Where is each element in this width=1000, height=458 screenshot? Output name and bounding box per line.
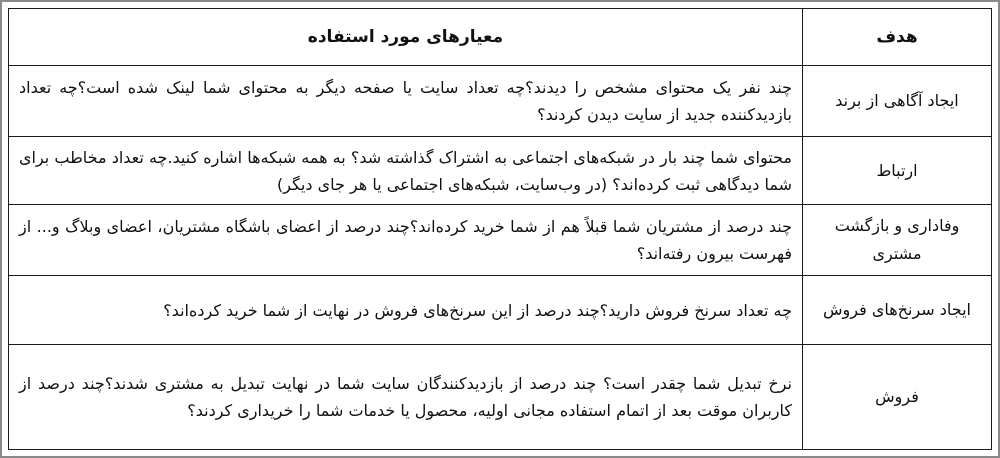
header-criteria: معیارهای مورد استفاده <box>9 9 803 66</box>
criteria-cell: محتوای شما چند بار در شبکه‌های اجتماعی به اشتراک گذاشته شد؟ به همه شبکه‌ها اشاره کنید.چه تعداد مخاطب برای شما دیدگاهی ثبت کرده‌اند؟ (در وب‌سایت، شبکه‌های اجتماعی یا هر جای دیگر) <box>9 136 803 205</box>
header-goal: هدف <box>803 9 992 66</box>
table-row <box>9 344 992 449</box>
goal-cell: وفاداری و بازگشت مشتری <box>803 205 992 276</box>
goal-cell: ایجاد آگاهی از برند <box>803 66 992 137</box>
metrics-table <box>8 8 992 450</box>
goal-cell: فروش <box>803 344 992 449</box>
goal-cell: ایجاد سرنخ‌های فروش <box>803 276 992 345</box>
table-row <box>9 276 992 345</box>
goal-cell: ارتباط <box>803 136 992 205</box>
table-row <box>9 205 992 276</box>
criteria-cell: چه تعداد سرنخ فروش دارید؟چند درصد از این سرنخ‌های فروش در نهایت از شما خرید کرده‌اند؟ <box>9 276 803 345</box>
criteria-cell: چند نفر یک محتوای مشخص را دیدند؟چه تعداد سایت یا صفحه دیگر به محتوای شما لینک شده است؟چه تعداد بازدیدکننده جدید از سایت دیدن کردند؟ <box>9 66 803 137</box>
header-row <box>9 9 992 66</box>
table-row <box>9 136 992 205</box>
criteria-cell: چند درصد از مشتریان شما قبلاً هم از شما خرید کرده‌اند؟چند درصد از اعضای باشگاه مشتریان، اعضای وبلاگ و... از فهرست بیرون رفته‌اند؟ <box>9 205 803 276</box>
criteria-cell: نرخ تبدیل شما چقدر است؟ چند درصد از بازدیدکنندگان سایت شما در نهایت تبدیل به مشتری شدند؟چند درصد از کاربران موقت بعد از اتمام استفاده مجانی اولیه، محصول یا خدمات شما را خریداری کردند؟ <box>9 344 803 449</box>
table-row <box>9 66 992 137</box>
